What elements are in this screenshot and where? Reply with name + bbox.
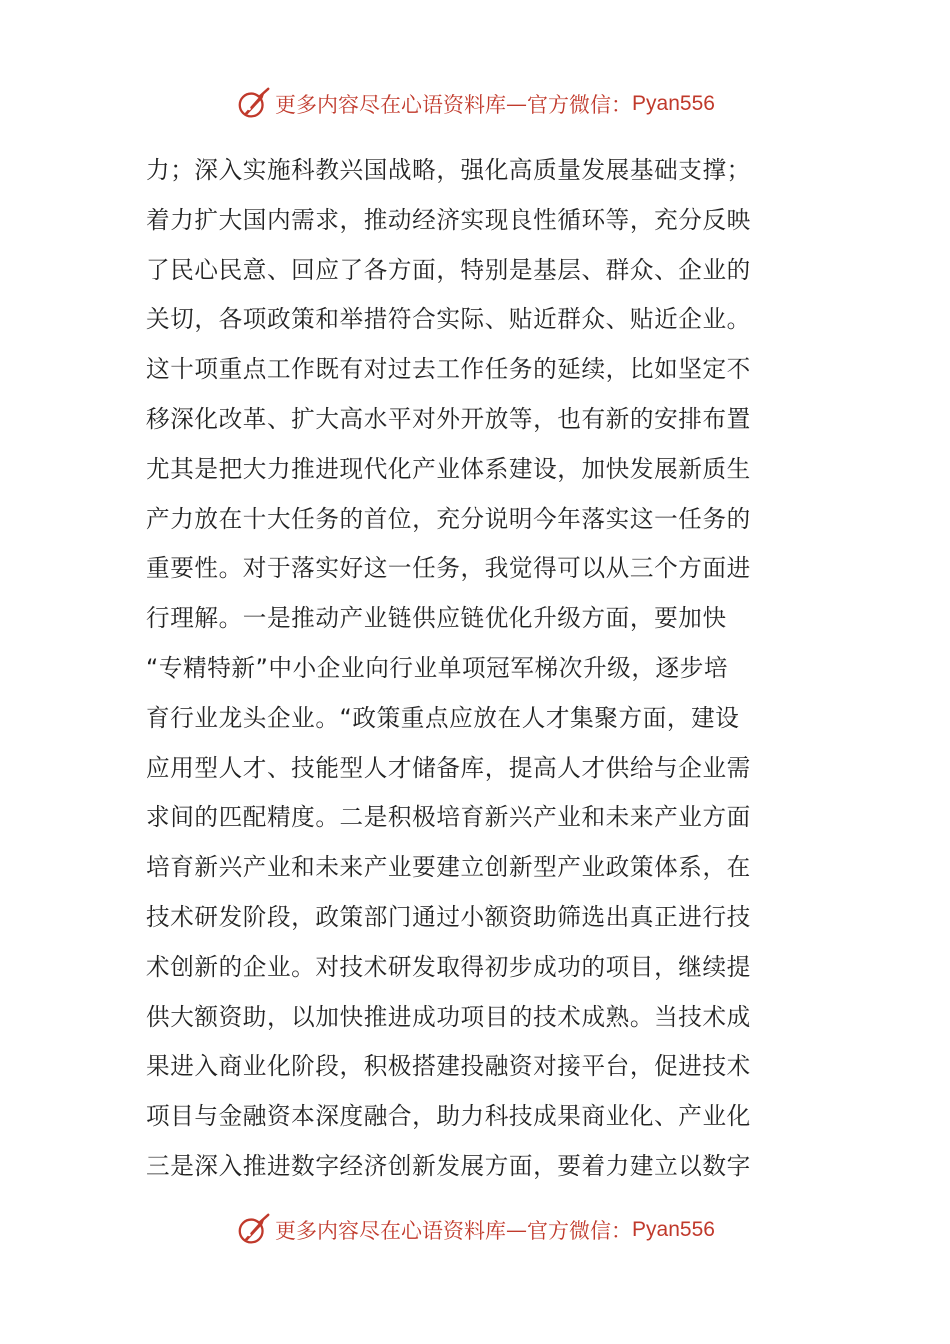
text-line: 移深化改革、扩大高水平对外开放等，也有新的安排布置 [146, 404, 751, 433]
text-line: 求间的匹配精度。二是积极培育新兴产业和未来产业方面 [146, 803, 751, 832]
header-watermark-banner [0, 82, 950, 126]
text-line: 尤其是把大力推进现代化产业体系建设，加快发展新质生 [146, 454, 751, 483]
banner-text: 更多内容尽在心语资料库 [275, 93, 507, 117]
text-line: 育行业龙头企业。“政策重点应放在人才集聚方面，建设 [146, 703, 740, 732]
text-line: 培育新兴产业和未来产业要建立创新型产业政策体系，在 [146, 853, 751, 882]
pen-nib-logo-icon [235, 85, 273, 123]
text-line: 这十项重点工作既有对过去工作任务的延续，比如坚定不 [146, 355, 751, 384]
document-body [146, 146, 806, 1192]
text-line: 着力扩大国内需求，推动经济实现良性循环等，充分反映 [146, 205, 751, 234]
text-line: 应用型人才、技能型人才储备库，提高人才供给与企业需 [146, 753, 751, 782]
banner-sub: 官方微信： [527, 1219, 633, 1243]
banner-separator: — [506, 92, 528, 116]
banner-sub: 官方微信： [527, 93, 633, 117]
text-line: 项目与金融资本深度融合，助力科技成果商业化、产业化 [146, 1102, 751, 1131]
text-line: 关切，各项政策和举措符合实际、贴近群众、贴近企业。 [146, 305, 751, 334]
text-line: 术创新的企业。对技术研发取得初步成功的项目，继续提 [146, 952, 751, 981]
text-line: 了民心民意、回应了各方面，特别是基层、群众、企业的 [146, 255, 751, 284]
text-line: 力；深入实施科教兴国战略，强化高质量发展基础支撑； [146, 156, 751, 184]
text-line: 产力放在十大任务的首位，充分说明今年落实这一任务的 [146, 504, 751, 533]
text-line: 技术研发阶段，政策部门通过小额资助筛选出真正进行技 [146, 902, 751, 931]
text-line: 三是深入推进数字经济创新发展方面，要着力建立以数字 [146, 1151, 751, 1180]
text-line: 重要性。对于落实好这一任务，我觉得可以从三个方面进 [146, 554, 751, 583]
banner-separator: — [506, 1218, 528, 1242]
text-line: 行理解。一是推动产业链供应链优化升级方面，要加快 [146, 604, 727, 633]
pen-nib-logo-icon [235, 1211, 273, 1249]
footer-watermark-banner [0, 1208, 950, 1252]
banner-text: 更多内容尽在心语资料库 [275, 1219, 507, 1243]
banner-handle: Pyan556 [632, 1218, 715, 1241]
banner-handle: Pyan556 [632, 92, 715, 115]
text-line: 供大额资助，以加快推进成功项目的技术成熟。当技术成 [146, 1002, 751, 1031]
text-line: “专精特新”中小企业向行业单项冠军梯次升级，逐步培 [146, 653, 729, 682]
text-line: 果进入商业化阶段，积极搭建投融资对接平台，促进技术 [146, 1052, 751, 1081]
